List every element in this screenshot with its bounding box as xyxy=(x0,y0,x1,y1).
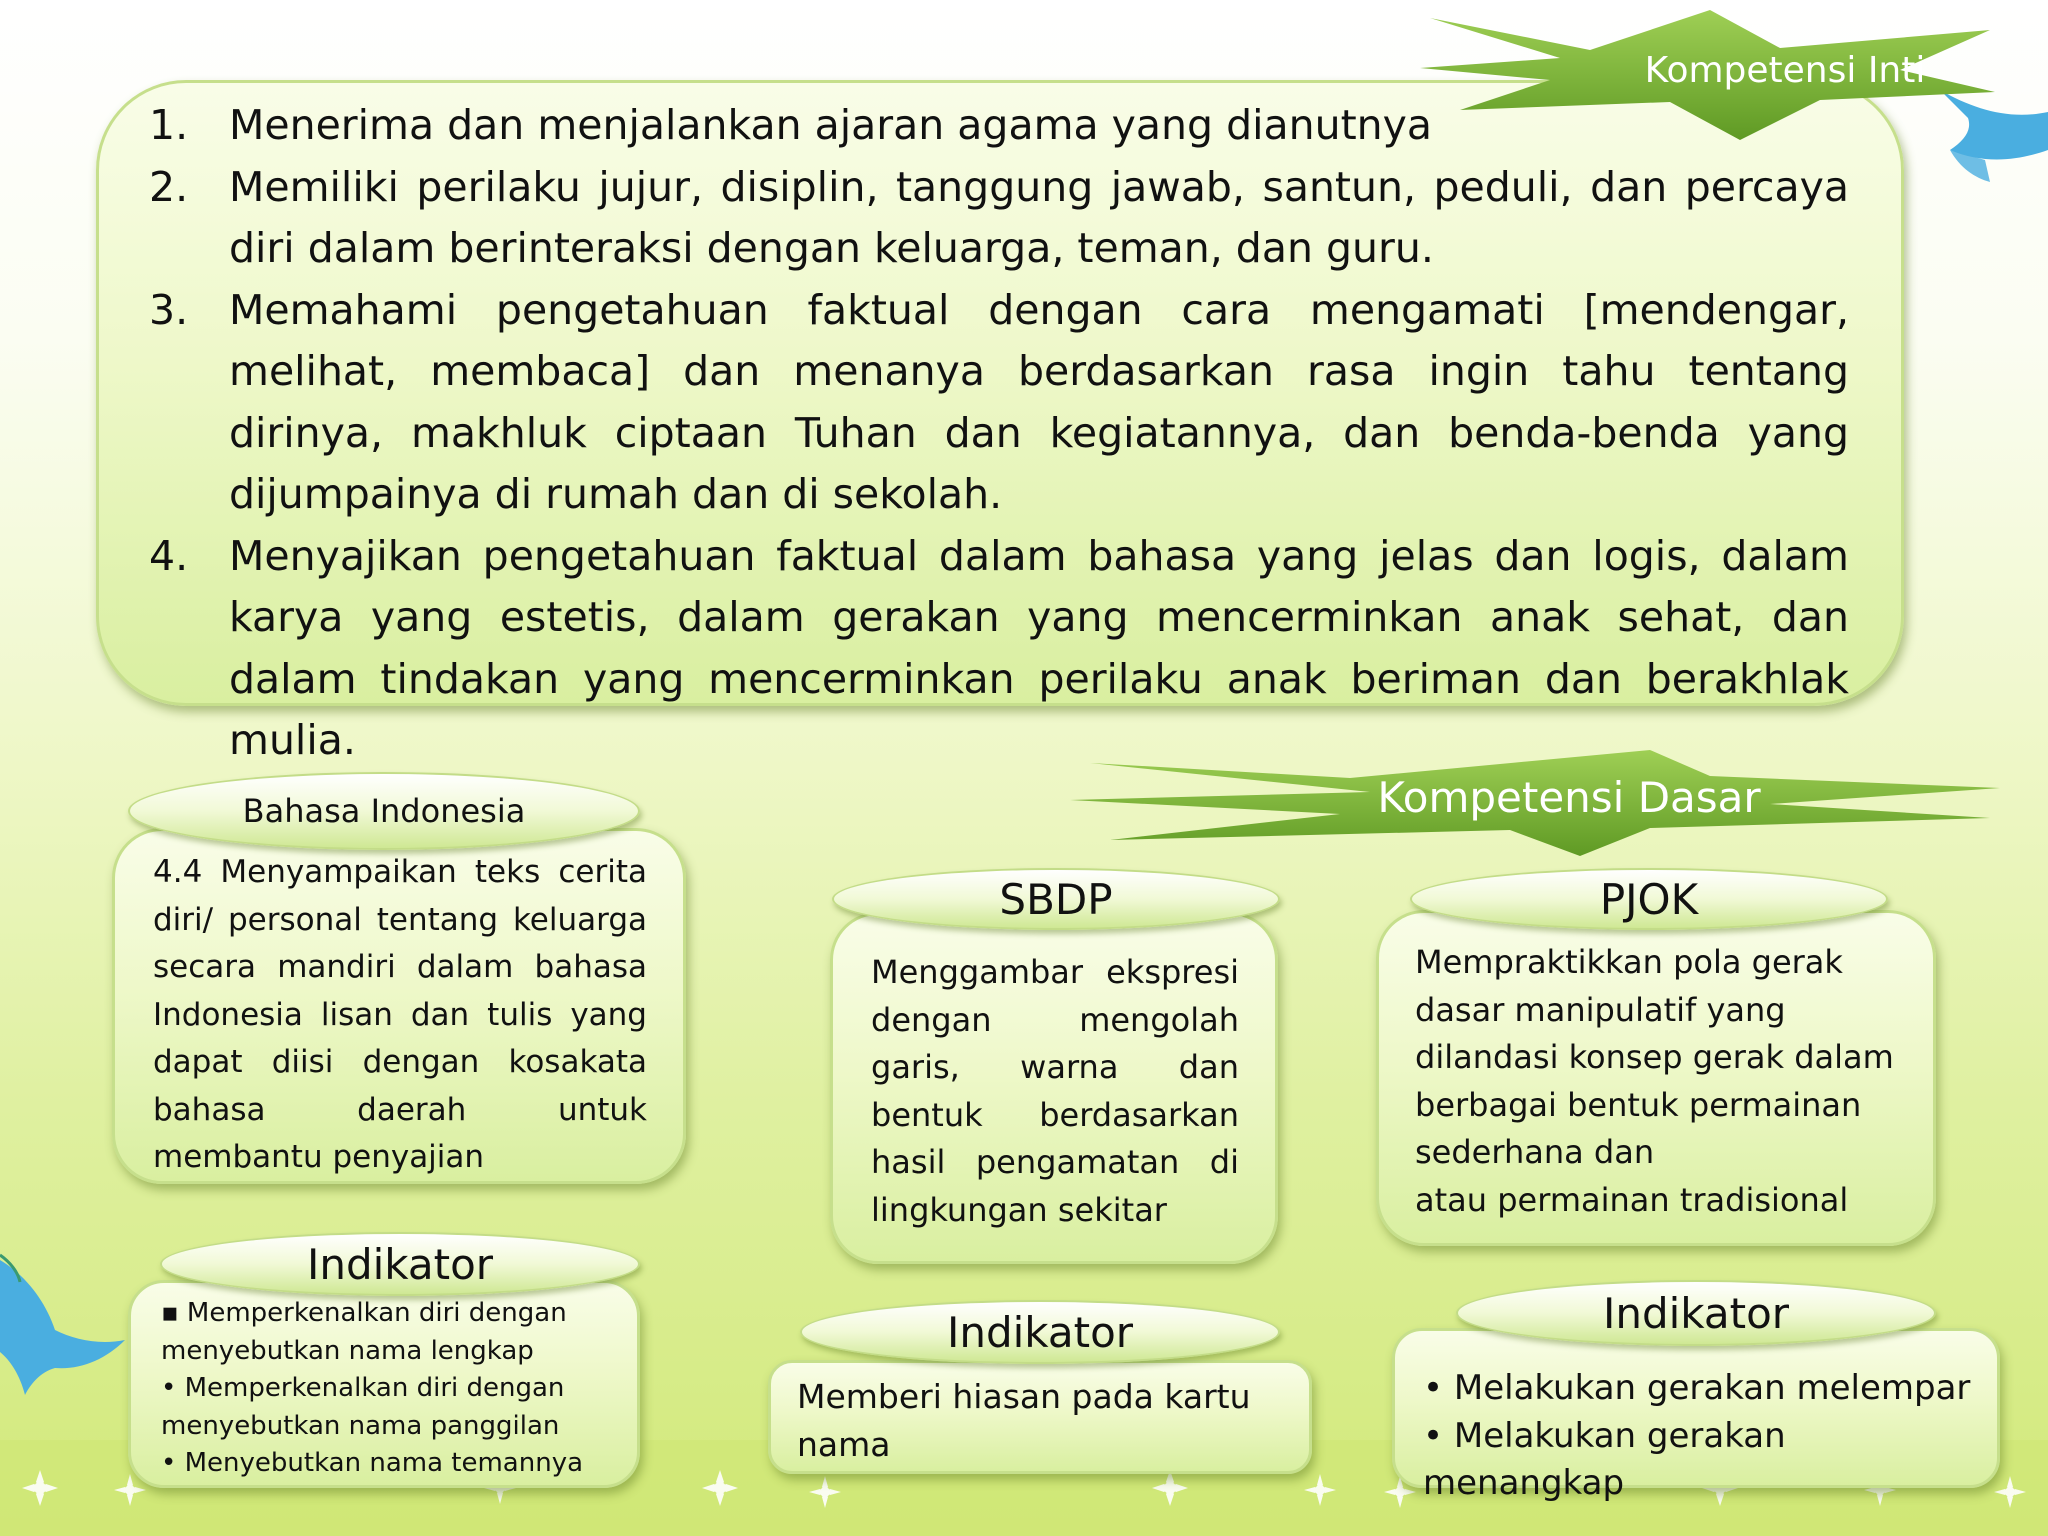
indikator-title: Indikator xyxy=(946,1307,1134,1357)
bahasa-indonesia-text: 4.4 Menyampaikan teks cerita diri/ personal tentang keluarga secara mandiri dalam bahasa Indonesia lisan dan tulis yang dapat diisi dengan kosakata bahasa daerah untuk membantu penyajian xyxy=(153,854,647,1175)
indikator-pjok-box xyxy=(1392,1328,2000,1503)
pjok-line: atau permainan tradisional xyxy=(1415,1180,1849,1219)
bahasa-indonesia-label xyxy=(128,772,640,850)
kompetensi-inti-banner xyxy=(1420,10,2000,140)
pjok-line: dilandasi konsep gerak dalam xyxy=(1415,1038,1894,1076)
sbdp-label xyxy=(832,868,1280,930)
bahasa-indonesia-box xyxy=(112,828,686,1184)
indikator-title: Indikator xyxy=(1602,1288,1790,1338)
item-number: 4. xyxy=(149,531,189,580)
indikator-pjok-label xyxy=(1456,1280,1936,1346)
list-item-text: Menyebutkan nama temannya xyxy=(184,1448,584,1478)
indikator-list xyxy=(161,1295,625,1483)
indikator-sbdp-label xyxy=(800,1300,1280,1364)
sbdp-text: Menggambar ekspresi dengan mengolah garis, warna dan bentuk berdasarkan hasil pengamatan di lingkungan sekitar xyxy=(871,953,1239,1229)
sbdp-title: SBDP xyxy=(999,874,1113,924)
kompetensi-dasar-heading: Kompetensi Dasar xyxy=(1377,772,1761,822)
bullet: • xyxy=(161,1448,177,1478)
indikator-sbdp-text: Memberi hiasan pada kartu nama xyxy=(797,1377,1251,1464)
list-item xyxy=(1423,1365,1983,1413)
item-number: 2. xyxy=(149,162,189,211)
list-item xyxy=(161,1370,625,1445)
kompetensi-inti-heading: Kompetensi Inti xyxy=(1644,49,1926,91)
pjok-title: PJOK xyxy=(1599,874,1699,924)
item-number: 3. xyxy=(149,285,189,334)
indikator-bahasa-indonesia-box xyxy=(128,1280,640,1488)
indikator-title: Indikator xyxy=(306,1239,494,1289)
pjok-line: sederhana dan xyxy=(1415,1133,1655,1171)
kompetensi-inti-list xyxy=(149,95,1849,772)
pjok-line: berbagai bentuk permainan xyxy=(1415,1085,1862,1124)
bahasa-indonesia-title: Bahasa Indonesia xyxy=(242,792,526,830)
list-item xyxy=(161,1295,625,1370)
item-text: Memiliki perilaku jujur, disiplin, tanggung jawab, santun, peduli, dan percaya diri dalam berinteraksi dengan keluarga, teman, dan guru. xyxy=(229,162,1849,272)
bird-icon xyxy=(0,1255,125,1395)
indikator-list xyxy=(1423,1365,1983,1508)
list-item xyxy=(1423,1413,1983,1508)
bullet: • xyxy=(161,1373,177,1403)
list-item-text: Memperkenalkan diri dengan menyebutkan nama lengkap xyxy=(161,1298,567,1366)
kompetensi-dasar-banner xyxy=(1070,748,2010,858)
pjok-line: dasar manipulatif yang xyxy=(1415,990,1786,1029)
list-item-text: Melakukan gerakan melempar xyxy=(1453,1368,1971,1408)
indikator-bahasa-indonesia-label xyxy=(160,1232,640,1296)
pjok-label xyxy=(1410,868,1888,930)
pjok-line: Mempraktikkan pola gerak xyxy=(1415,943,1843,981)
list-item xyxy=(161,1445,625,1483)
list-item-text: Melakukan gerakan menangkap xyxy=(1423,1415,1786,1503)
list-item xyxy=(149,526,1849,772)
list-item xyxy=(149,280,1849,526)
pjok-text xyxy=(1415,939,1903,1224)
list-item xyxy=(149,157,1849,280)
item-text: Menerima dan menjalankan ajaran agama yang dianutnya xyxy=(229,101,1433,149)
bullet: • xyxy=(1423,1415,1444,1456)
item-text: Menyajikan pengetahuan faktual dalam bahasa yang jelas dan logis, dalam karya yang estetis, dalam gerakan yang mencerminkan anak sehat, dan dalam tindakan yang mencerminkan perilaku anak beriman dan berakhlak mulia. xyxy=(229,531,1849,764)
sbdp-box xyxy=(830,912,1278,1264)
item-text: Memahami pengetahuan faktual dengan cara mengamati [mendengar, melihat, membaca] dan menanya berdasarkan rasa ingin tahu tentang dirinya, makhluk ciptaan Tuhan dan kegiatannya, dan benda-benda yang dijumpainya di rumah dan di sekolah. xyxy=(229,285,1849,518)
kompetensi-inti-box xyxy=(96,80,1904,764)
pjok-box xyxy=(1376,910,1936,1246)
bullet: ▪ xyxy=(161,1298,179,1328)
indikator-sbdp-box xyxy=(768,1360,1312,1474)
item-number: 1. xyxy=(149,101,189,149)
list-item-text: Memperkenalkan diri dengan menyebutkan nama panggilan xyxy=(161,1373,565,1441)
bullet: • xyxy=(1423,1368,1444,1408)
